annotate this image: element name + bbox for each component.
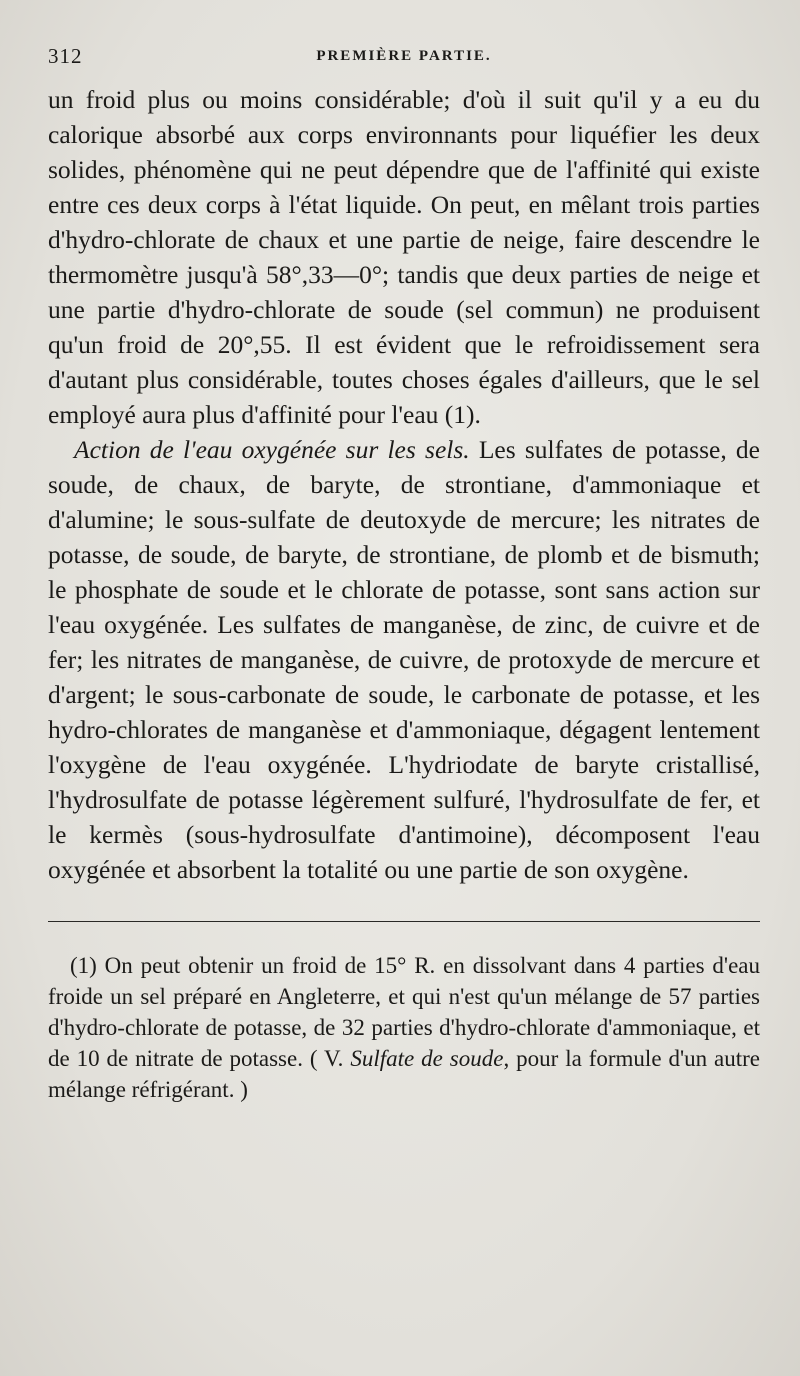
paragraph-heading: Action de l'eau oxygénée sur les sels. — [74, 435, 470, 464]
main-text — [48, 82, 760, 887]
footnote — [48, 950, 760, 1105]
footnote-rule — [48, 921, 760, 922]
footnote-text-before: (1) On peut obtenir un froid de 15° R. en dissolvant dans 4 parties d'eau froide un sel préparé en Angleterre, et qui n'est qu'un mélange de 57 parties d'hydro-chlorate de potasse, de 32 parties d'hydro-chlorate d'ammoniaque, et de 10 de nitrate de potasse. ( V. — [48, 953, 760, 1071]
footnote-italic-reference: Sulfate de soude — [350, 1046, 504, 1071]
paragraph-continued: un froid plus ou moins considérable; d'où il suit qu'il y a eu du calorique absorbé aux corps environnants pour liquéfier les deux solides, phénomène qui ne peut dépendre que de l'affinité qui existe entre ces deux corps à l'état liquide. On peut, en mêlant trois parties d'hydro-chlorate de chaux et une partie de neige, faire descendre le thermomètre jusqu'à 58°,33—0°; tandis que deux parties de neige et une partie d'hydro-chlorate de soude (sel commun) ne produisent qu'un froid de 20°,55. Il est évident que le refroidissement sera d'autant plus considérable, toutes choses égales d'ailleurs, que le sel employé aura plus d'affinité pour l'eau (1). — [48, 85, 760, 429]
running-title: PREMIÈRE PARTIE. — [316, 48, 492, 64]
paragraph-text: Les sulfates de potasse, de soude, de chaux, de baryte, de strontiane, d'ammoniaque et d'alumine; le sous-sulfate de deutoxyde de mercure; les nitrates de potasse, de soude, de baryte, de strontiane, de plomb et de bismuth; le phosphate de soude et le chlorate de potasse, sont sans action sur l'eau oxygénée. Les sulfates de manganèse, de zinc, de cuivre et de fer; les nitrates de manganèse, de cuivre, de protoxyde de mercure et d'argent; le sous-carbonate de soude, le carbonate de potasse, et les hydro-chlorates de manganèse et d'ammoniaque, dégagent lentement l'oxygène de l'eau oxygénée. L'hydriodate de baryte cristallisé, l'hydrosulfate de potasse légèrement sulfuré, l'hydrosulfate de fer, et le kermès (sous-hydrosulfate d'antimoine), décomposent l'eau oxygénée et absorbent la totalité ou une partie de son oxygène. — [48, 435, 760, 884]
running-head — [48, 34, 760, 70]
footnote-text-after: , pour la formule d'un autre mélange réfrigérant. ) — [48, 1046, 760, 1102]
page-number: 312 — [48, 44, 83, 68]
paragraph-action-eau-oxygenee — [48, 432, 760, 887]
